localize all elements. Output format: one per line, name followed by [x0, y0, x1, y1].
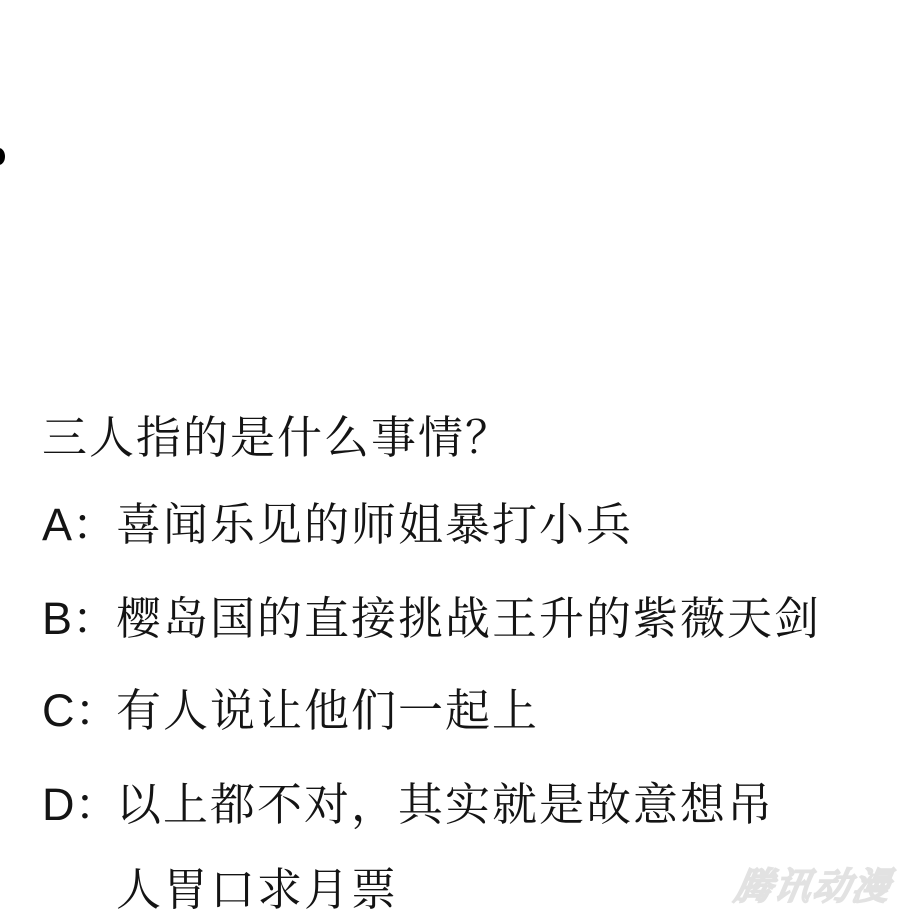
option-d-text-line2: 人胃口求月票: [116, 864, 399, 915]
quiz-option-d: [42, 779, 774, 831]
clipped-circle-decoration: [0, 148, 5, 165]
option-a-label: A：: [42, 499, 118, 550]
quiz-option-b: [42, 593, 821, 645]
quiz-option-c: [42, 685, 539, 737]
option-d-text-line1: 以上都不对，其实就是故意想吊: [116, 779, 775, 830]
option-b-label: B：: [42, 593, 118, 644]
option-d-label: D：: [42, 779, 120, 830]
tencent-comics-watermark: 腾讯动漫: [731, 866, 895, 907]
option-c-label: C：: [42, 685, 120, 736]
option-c-text: 有人说让他们一起上: [116, 685, 540, 736]
option-b-text: 樱岛国的直接挑战王升的紫薇天剑: [116, 593, 822, 644]
option-a-text: 喜闻乐见的师姐暴打小兵: [116, 499, 634, 550]
quiz-option-a: [42, 499, 633, 551]
quiz-question: 三人指的是什么事情？: [42, 412, 513, 463]
